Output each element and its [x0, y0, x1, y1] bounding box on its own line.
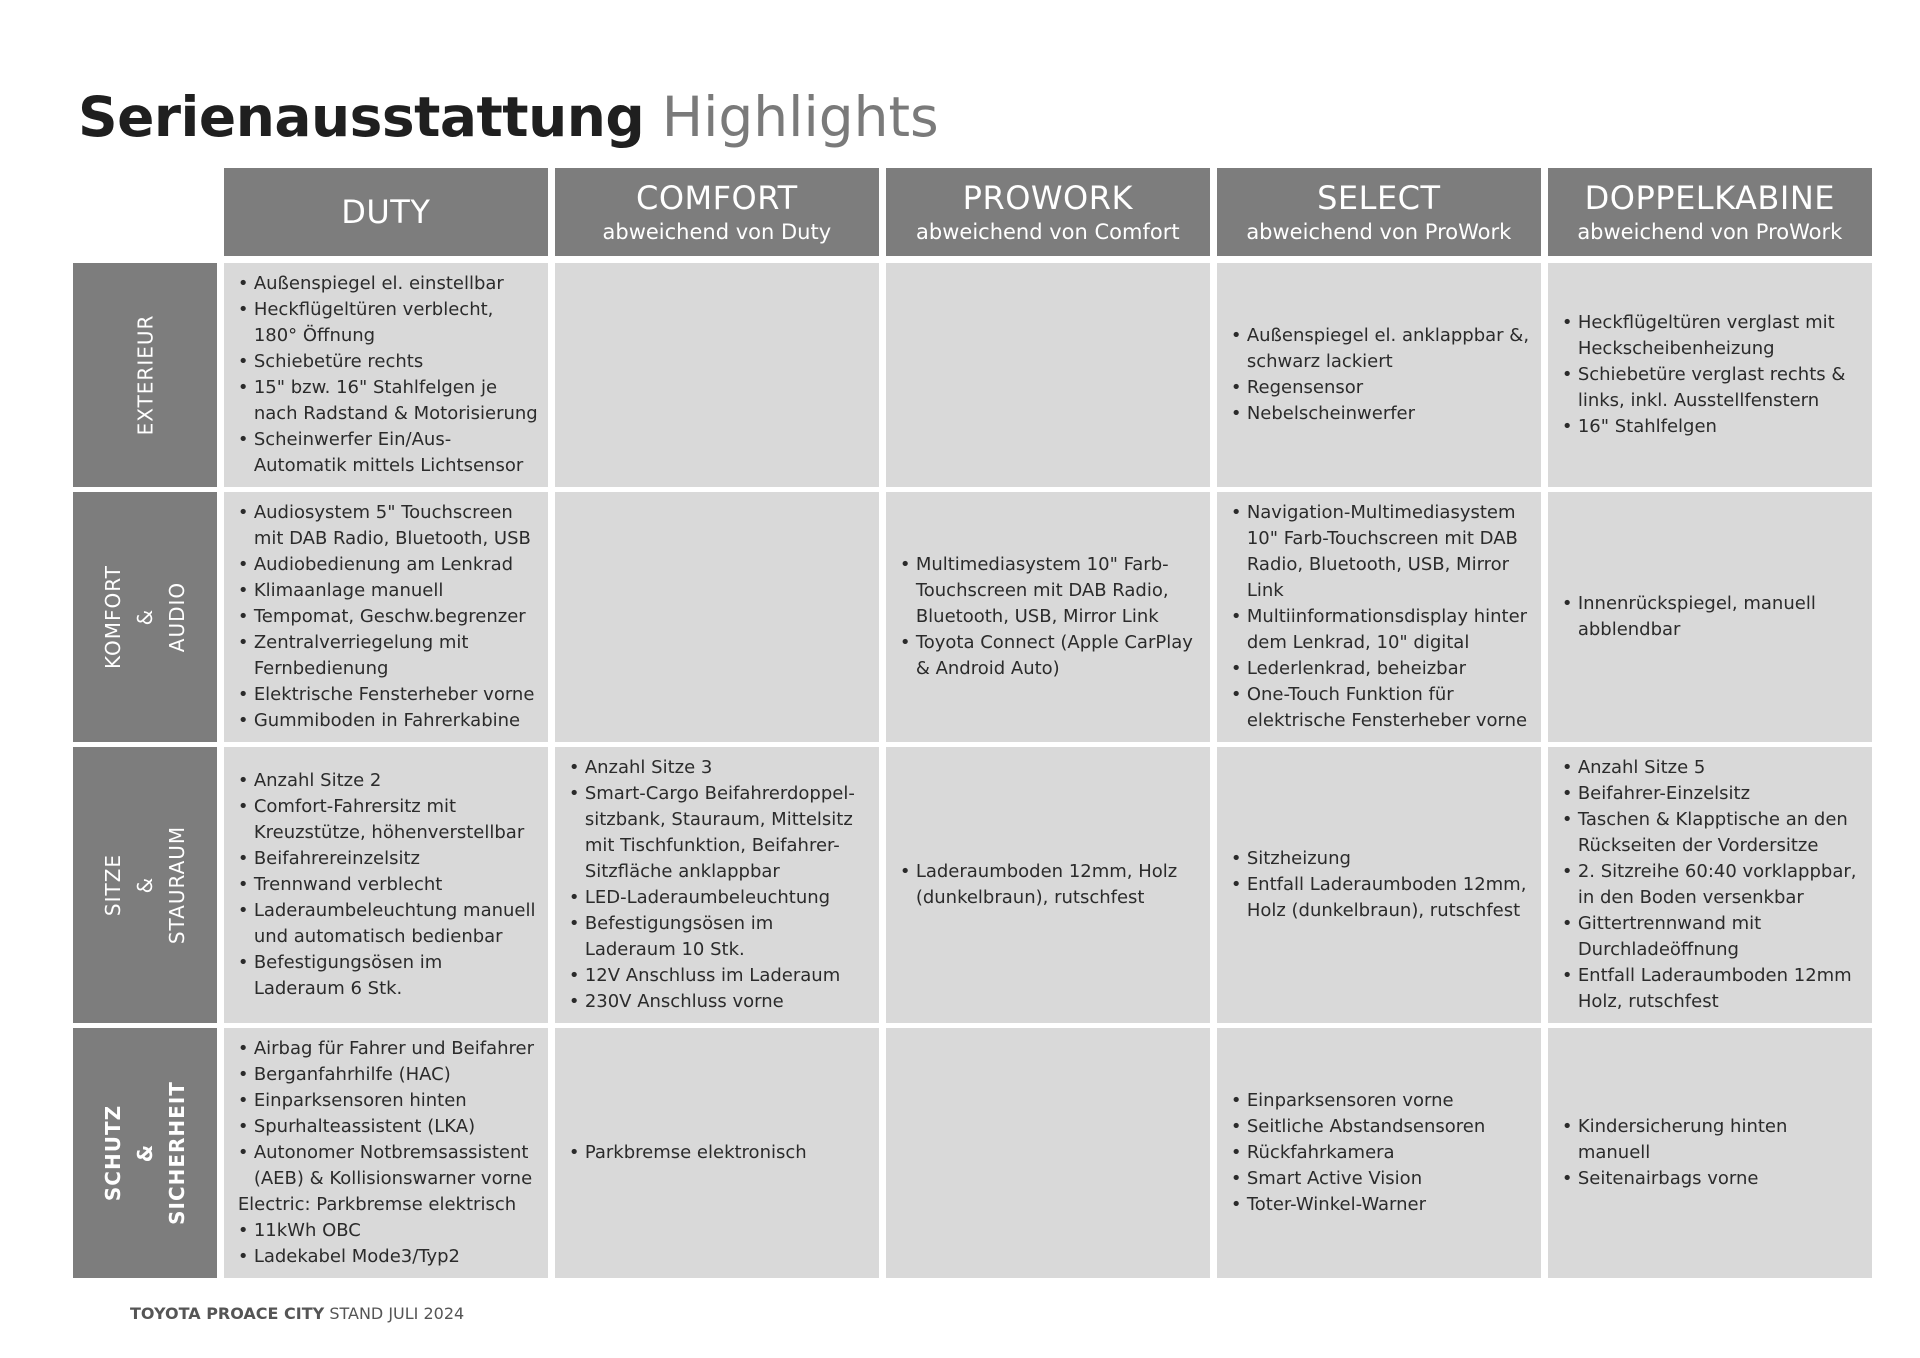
feature-item: • Beifahrer-Einzelsitz — [1562, 781, 1862, 807]
feature-item: • Toyota Connect (Apple CarPlay & Android Auto) — [900, 630, 1200, 682]
feature-item: • Elektrische Fensterheber vorne — [238, 682, 538, 708]
category-line: SCHUTZ — [100, 1104, 125, 1202]
feature-list — [1231, 500, 1531, 734]
column-subtitle: abweichend von Comfort — [916, 220, 1180, 244]
cell-comfort — [555, 263, 879, 492]
feature-item: • Berganfahrhilfe (HAC) — [238, 1062, 538, 1088]
feature-item: • Anzahl Sitze 2 — [238, 768, 538, 794]
feature-item: • Airbag für Fahrer und Beifahrer — [238, 1036, 538, 1062]
cell-comfort — [555, 1028, 879, 1283]
table-row — [73, 263, 1872, 492]
footer-date: STAND JULI 2024 — [329, 1304, 465, 1323]
feature-list — [238, 1036, 538, 1270]
feature-item: • Taschen & Klapptische an den Rückseiten der Vordersitze — [1562, 807, 1862, 859]
feature-item: • Einparksensoren vorne — [1231, 1088, 1531, 1114]
feature-item: • 12V Anschluss im Laderaum — [569, 963, 869, 989]
feature-item: • Heckflügeltüren verglast mit Heckscheibenheizung — [1562, 310, 1862, 362]
cell-prowork — [886, 747, 1210, 1028]
feature-item: • Scheinwerfer Ein/Aus-Automatik mittels Lichtsensor — [238, 427, 538, 479]
column-name: DOPPELKABINE — [1584, 179, 1835, 217]
feature-item: • Navigation-Multimediasystem 10" Farb-Touchscreen mit DAB Radio, Bluetooth, USB, Mirror Link — [1231, 500, 1531, 604]
column-header-duty — [224, 168, 548, 263]
category-line: SICHERHEIT — [164, 1081, 189, 1225]
feature-item: • Heckflügeltüren verblecht, 180° Öffnung — [238, 297, 538, 349]
footer-brand: TOYOTA PROACE CITY — [130, 1304, 325, 1323]
feature-item: • Befestigungsösen im Laderaum 10 Stk. — [569, 911, 869, 963]
category-line: & — [132, 1143, 157, 1163]
footer — [130, 1304, 464, 1323]
feature-item: • Entfall Laderaumboden 12mm, Holz (dunkelbraun), rutschfest — [1231, 872, 1531, 924]
cell-duty — [224, 747, 548, 1028]
column-header-select — [1217, 168, 1541, 263]
cell-doppelkabine — [1548, 1028, 1872, 1283]
category-text — [97, 565, 193, 669]
feature-item: • Schiebetüre rechts — [238, 349, 538, 375]
feature-item: • 16" Stahlfelgen — [1562, 414, 1862, 440]
column-subtitle: abweichend von ProWork — [1246, 220, 1512, 244]
feature-item: • Audiobedienung am Lenkrad — [238, 552, 538, 578]
feature-item: • Laderaumboden 12mm, Holz (dunkelbraun), rutschfest — [900, 859, 1200, 911]
feature-item: • Befestigungsösen im Laderaum 6 Stk. — [238, 950, 538, 1002]
column-header-prowork — [886, 168, 1210, 263]
feature-item: • Laderaumbeleuchtung manuell und automatisch bedienbar — [238, 898, 538, 950]
header-row — [73, 168, 1872, 263]
category-line: EXTERIEUR — [132, 314, 157, 436]
cell-prowork — [886, 492, 1210, 747]
feature-item: • Ladekabel Mode3/Typ2 — [238, 1244, 538, 1270]
category-label — [73, 747, 217, 1028]
feature-list — [900, 859, 1200, 911]
feature-item: • Anzahl Sitze 3 — [569, 755, 869, 781]
column-name: PROWORK — [962, 179, 1133, 217]
equipment-table — [66, 168, 1879, 1283]
feature-list — [569, 1140, 869, 1166]
feature-item: • Toter-Winkel-Warner — [1231, 1192, 1531, 1218]
feature-list — [1562, 310, 1862, 440]
table-row — [73, 1028, 1872, 1283]
feature-item: • Tempomat, Geschw.begrenzer — [238, 604, 538, 630]
feature-list — [1231, 1088, 1531, 1218]
cell-doppelkabine — [1548, 747, 1872, 1028]
feature-list — [1562, 1114, 1862, 1192]
feature-item: Electric: Parkbremse elektrisch — [237, 1194, 517, 1215]
feature-item: • Smart Active Vision — [1231, 1166, 1531, 1192]
feature-item: • Entfall Laderaumboden 12mm Holz, rutschfest — [1562, 963, 1862, 1015]
cell-prowork — [886, 263, 1210, 492]
feature-list — [1231, 846, 1531, 924]
category-label — [73, 492, 217, 747]
title-bold: Serienausstattung — [78, 85, 645, 149]
feature-item: • Einparksensoren hinten — [238, 1088, 538, 1114]
feature-item: • Klimaanlage manuell — [238, 578, 538, 604]
feature-item: • 230V Anschluss vorne — [569, 989, 869, 1015]
feature-item: • Multiinformationsdisplay hinter dem Lenkrad, 10" digital — [1231, 604, 1531, 656]
title-light: Highlights — [661, 85, 939, 149]
feature-item: • Rückfahrkamera — [1231, 1140, 1531, 1166]
category-line: & — [132, 876, 157, 894]
feature-item: • LED-Laderaumbeleuchtung — [569, 885, 869, 911]
cell-comfort — [555, 492, 879, 747]
feature-item: • Zentralverriegelung mit Fernbedienung — [238, 630, 538, 682]
table-row — [73, 747, 1872, 1028]
column-name: DUTY — [341, 193, 431, 231]
cell-duty — [224, 263, 548, 492]
column-header-comfort — [555, 168, 879, 263]
feature-item: • Außenspiegel el. anklappbar &, schwarz lackiert — [1231, 323, 1531, 375]
category-line: & — [132, 608, 157, 626]
category-line: STAURAUM — [164, 825, 189, 945]
feature-list — [238, 768, 538, 1002]
feature-list — [1562, 755, 1862, 1015]
feature-item: • Lederlenkrad, beheizbar — [1231, 656, 1531, 682]
column-name: COMFORT — [635, 179, 798, 217]
feature-item: • Nebelscheinwerfer — [1231, 401, 1531, 427]
cell-select — [1217, 492, 1541, 747]
feature-item: • Außenspiegel el. einstellbar — [238, 271, 538, 297]
feature-item: • Gittertrennwand mit Durchladeöffnung — [1562, 911, 1862, 963]
feature-item: • Seitliche Abstandsensoren — [1231, 1114, 1531, 1140]
cell-doppelkabine — [1548, 263, 1872, 492]
cell-duty — [224, 1028, 548, 1283]
feature-item: • 11kWh OBC — [238, 1218, 538, 1244]
feature-item: • Anzahl Sitze 5 — [1562, 755, 1862, 781]
feature-list — [1231, 323, 1531, 427]
feature-list — [238, 271, 538, 479]
cell-duty — [224, 492, 548, 747]
feature-list — [569, 755, 869, 1015]
category-line: SITZE — [100, 853, 125, 917]
column-subtitle: abweichend von Duty — [602, 220, 832, 244]
feature-item: • Seitenairbags vorne — [1562, 1166, 1862, 1192]
feature-item: • Comfort-Fahrersitz mit Kreuzstütze, höhenverstellbar — [238, 794, 538, 846]
category-text — [97, 826, 193, 944]
cell-select — [1217, 747, 1541, 1028]
feature-item: • Sitzheizung — [1231, 846, 1531, 872]
feature-item: • One-Touch Funktion für elektrische Fensterheber vorne — [1231, 682, 1531, 734]
category-text — [97, 1081, 193, 1225]
category-label — [73, 263, 217, 492]
category-label — [73, 1028, 217, 1283]
header-corner — [73, 168, 217, 263]
category-line: KOMFORT — [100, 565, 125, 669]
feature-item: • Smart-Cargo Beifahrerdoppel-sitzbank, Stauraum, Mittelsitz mit Tischfunktion, Beifahrer-Sitzfläche anklappbar — [569, 781, 869, 885]
column-subtitle: abweichend von ProWork — [1577, 220, 1843, 244]
feature-list — [1562, 591, 1862, 643]
category-text — [129, 315, 161, 436]
feature-item: • Trennwand verblecht — [238, 872, 538, 898]
feature-item: • 15" bzw. 16" Stahlfelgen je nach Radstand & Motorisierung — [238, 375, 538, 427]
feature-item: • Regensensor — [1231, 375, 1531, 401]
feature-item: • Audiosystem 5" Touchscreen mit DAB Radio, Bluetooth, USB — [238, 500, 538, 552]
column-name: SELECT — [1317, 179, 1441, 217]
feature-list — [900, 552, 1200, 682]
cell-comfort — [555, 747, 879, 1028]
feature-item: • Multimediasystem 10" Farb-Touchscreen mit DAB Radio, Bluetooth, USB, Mirror Link — [900, 552, 1200, 630]
feature-item: • Gummiboden in Fahrerkabine — [238, 708, 538, 734]
cell-select — [1217, 1028, 1541, 1283]
cell-select — [1217, 263, 1541, 492]
feature-item: • Spurhalteassistent (LKA) — [238, 1114, 538, 1140]
feature-item: • Schiebetüre verglast rechts & links, inkl. Ausstellfenstern — [1562, 362, 1862, 414]
cell-prowork — [886, 1028, 1210, 1283]
feature-item: • Autonomer Notbremsassistent (AEB) & Kollisionswarner vorne — [238, 1140, 538, 1192]
page-title — [78, 82, 939, 152]
feature-item: • Parkbremse elektronisch — [569, 1140, 869, 1166]
category-line: AUDIO — [164, 581, 189, 653]
feature-item: • Kindersicherung hinten manuell — [1562, 1114, 1862, 1166]
feature-item: • Beifahrereinzelsitz — [238, 846, 538, 872]
table-row — [73, 492, 1872, 747]
feature-list — [238, 500, 538, 734]
feature-item: • 2. Sitzreihe 60:40 vorklappbar, in den Boden versenkbar — [1562, 859, 1862, 911]
column-header-doppelkabine — [1548, 168, 1872, 263]
feature-item: • Innenrückspiegel, manuell abblendbar — [1562, 591, 1862, 643]
cell-doppelkabine — [1548, 492, 1872, 747]
